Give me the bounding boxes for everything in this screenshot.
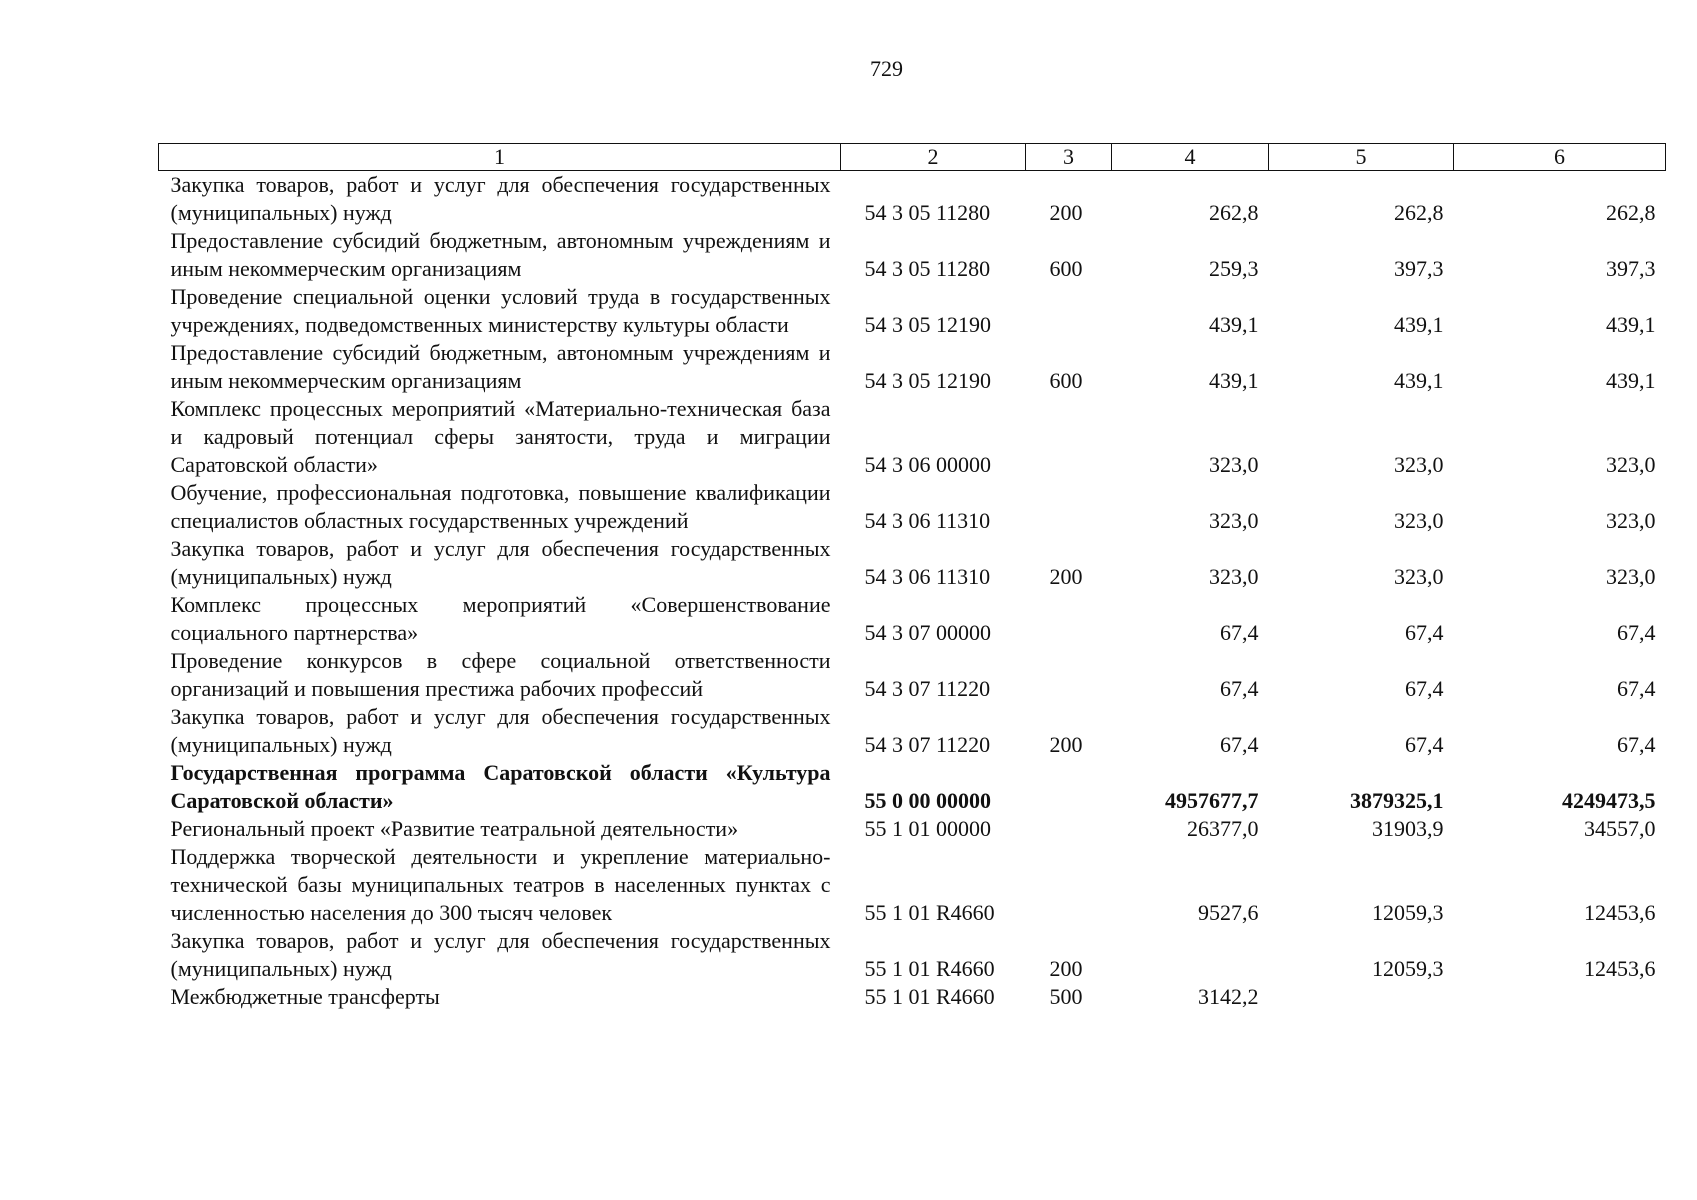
row-value-4: 439,1	[1209, 368, 1259, 393]
row-value-4: 26377,0	[1187, 816, 1259, 841]
row-kvr	[1026, 395, 1112, 479]
table-row	[159, 703, 1666, 759]
table-row	[159, 647, 1666, 703]
row-value-4: 67,4	[1220, 676, 1259, 701]
row-name: Проведение конкурсов в сфере социальной ответственности организаций и повышения престижа рабочих профессий	[170, 648, 831, 701]
row-kvr	[1026, 283, 1112, 339]
row-kvr	[1026, 479, 1112, 535]
table-row	[159, 479, 1666, 535]
table-row-program	[159, 759, 1666, 815]
row-code: 55 0 00 00000	[864, 788, 991, 813]
row-value-4: 9527,6	[1198, 900, 1259, 925]
row-value-5: 323,0	[1394, 452, 1444, 477]
row-value-5: 323,0	[1394, 508, 1444, 533]
row-name: Закупка товаров, работ и услуг для обеспечения государственных (муниципальных) нужд	[170, 536, 831, 589]
row-value-5: 323,0	[1394, 564, 1444, 589]
row-code: 55 1 01 R4660	[864, 984, 995, 1009]
row-value-5: 31903,9	[1372, 816, 1444, 841]
row-value-4: 67,4	[1220, 620, 1259, 645]
row-code: 54 3 05 11280	[864, 256, 991, 281]
table-row	[159, 983, 1666, 1011]
row-code: 55 1 01 R4660	[864, 956, 995, 981]
row-code: 54 3 05 11280	[864, 200, 991, 225]
row-value-6: 439,1	[1606, 312, 1656, 337]
row-value-6: 67,4	[1617, 620, 1656, 645]
row-name: Проведение специальной оценки условий труда в государственных учреждениях, подведомственных министерству культуры области	[170, 284, 831, 337]
row-kvr: 600	[1049, 368, 1083, 393]
row-value-4: 3142,2	[1198, 984, 1259, 1009]
row-kvr: 500	[1049, 984, 1083, 1009]
row-value-5: 67,4	[1405, 676, 1444, 701]
row-name: Закупка товаров, работ и услуг для обеспечения государственных (муниципальных) нужд	[170, 172, 831, 225]
table-row	[159, 927, 1666, 983]
row-value-5: 67,4	[1405, 620, 1444, 645]
row-value-4: 67,4	[1220, 732, 1259, 757]
table-row	[159, 227, 1666, 283]
col-header-1: 1	[159, 144, 841, 171]
table-row	[159, 339, 1666, 395]
page-number: 729	[870, 56, 903, 81]
row-kvr	[1026, 647, 1112, 703]
col-header-6: 6	[1454, 144, 1666, 171]
table-row	[159, 843, 1666, 927]
row-kvr: 200	[1049, 200, 1083, 225]
row-kvr	[1026, 843, 1112, 927]
col-header-3: 3	[1026, 144, 1112, 171]
row-value-4	[1112, 927, 1269, 983]
row-name: Закупка товаров, работ и услуг для обеспечения государственных (муниципальных) нужд	[170, 928, 831, 981]
row-value-6: 34557,0	[1584, 816, 1656, 841]
row-value-4: 259,3	[1209, 256, 1259, 281]
row-value-6: 4249473,5	[1562, 788, 1656, 813]
row-name: Поддержка творческой деятельности и укрепление материально-технической базы муниципальных театров в населенных пунктах с численностью населения до 300 тысяч человек	[170, 844, 831, 925]
row-name: Предоставление субсидий бюджетным, автономным учреждениям и иным некоммерческим организациям	[170, 228, 831, 281]
row-name: Комплекс процессных мероприятий «Материально-техническая база и кадровый потенциал сферы занятости, труда и миграции Саратовской области»	[170, 396, 831, 477]
row-kvr: 200	[1049, 956, 1083, 981]
table-row	[159, 395, 1666, 479]
row-value-6: 12453,6	[1584, 956, 1656, 981]
row-code: 55 1 01 00000	[864, 816, 991, 841]
row-name: Предоставление субсидий бюджетным, автономным учреждениям и иным некоммерческим организациям	[170, 340, 831, 393]
row-value-6: 67,4	[1617, 732, 1656, 757]
row-kvr	[1026, 815, 1112, 843]
table-row	[159, 815, 1666, 843]
row-value-5: 12059,3	[1372, 900, 1444, 925]
row-value-6: 262,8	[1606, 200, 1656, 225]
row-kvr: 600	[1049, 256, 1083, 281]
row-name: Межбюджетные трансферты	[170, 984, 440, 1009]
row-code: 54 3 06 11310	[864, 508, 991, 533]
row-value-5	[1269, 983, 1454, 1011]
row-value-4: 323,0	[1209, 564, 1259, 589]
budget-table	[158, 143, 1666, 1011]
table-row	[159, 171, 1666, 228]
row-name: Закупка товаров, работ и услуг для обеспечения государственных (муниципальных) нужд	[170, 704, 831, 757]
row-value-5: 12059,3	[1372, 956, 1444, 981]
row-value-6	[1454, 983, 1666, 1011]
row-value-5: 439,1	[1394, 368, 1444, 393]
row-code: 54 3 05 12190	[864, 368, 991, 393]
row-value-5: 439,1	[1394, 312, 1444, 337]
row-name: Комплекс процессных мероприятий «Совершенствование социального партнерства»	[170, 592, 831, 645]
row-value-6: 323,0	[1606, 564, 1656, 589]
table-row	[159, 283, 1666, 339]
row-code: 54 3 06 11310	[864, 564, 991, 589]
row-kvr	[1026, 591, 1112, 647]
table-row	[159, 535, 1666, 591]
row-kvr: 200	[1049, 732, 1083, 757]
column-number-row	[159, 144, 1666, 171]
row-value-5: 397,3	[1394, 256, 1444, 281]
row-name: Обучение, профессиональная подготовка, повышение квалификации специалистов областных государственных учреждений	[170, 480, 831, 533]
row-value-6: 439,1	[1606, 368, 1656, 393]
row-code: 54 3 07 11220	[864, 732, 991, 757]
row-value-6: 67,4	[1617, 676, 1656, 701]
row-value-5: 262,8	[1394, 200, 1444, 225]
row-code: 55 1 01 R4660	[864, 900, 995, 925]
row-value-4: 4957677,7	[1165, 788, 1259, 813]
row-value-5: 67,4	[1405, 732, 1444, 757]
row-code: 54 3 07 11220	[864, 676, 991, 701]
col-header-5: 5	[1269, 144, 1454, 171]
row-code: 54 3 05 12190	[864, 312, 991, 337]
row-name: Региональный проект «Развитие театральной деятельности»	[170, 816, 739, 841]
row-value-5: 3879325,1	[1350, 788, 1444, 813]
row-value-6: 12453,6	[1584, 900, 1656, 925]
row-kvr	[1026, 759, 1112, 815]
row-value-4: 323,0	[1209, 452, 1259, 477]
col-header-2: 2	[841, 144, 1026, 171]
row-code: 54 3 06 00000	[864, 452, 991, 477]
row-value-6: 397,3	[1606, 256, 1656, 281]
table-row	[159, 591, 1666, 647]
row-name: Государственная программа Саратовской области «Культура Саратовской области»	[170, 760, 831, 813]
row-value-6: 323,0	[1606, 452, 1656, 477]
row-value-4: 262,8	[1209, 200, 1259, 225]
col-header-4: 4	[1112, 144, 1269, 171]
row-value-4: 323,0	[1209, 508, 1259, 533]
row-kvr: 200	[1049, 564, 1083, 589]
row-value-4: 439,1	[1209, 312, 1259, 337]
row-value-6: 323,0	[1606, 508, 1656, 533]
row-code: 54 3 07 00000	[864, 620, 991, 645]
